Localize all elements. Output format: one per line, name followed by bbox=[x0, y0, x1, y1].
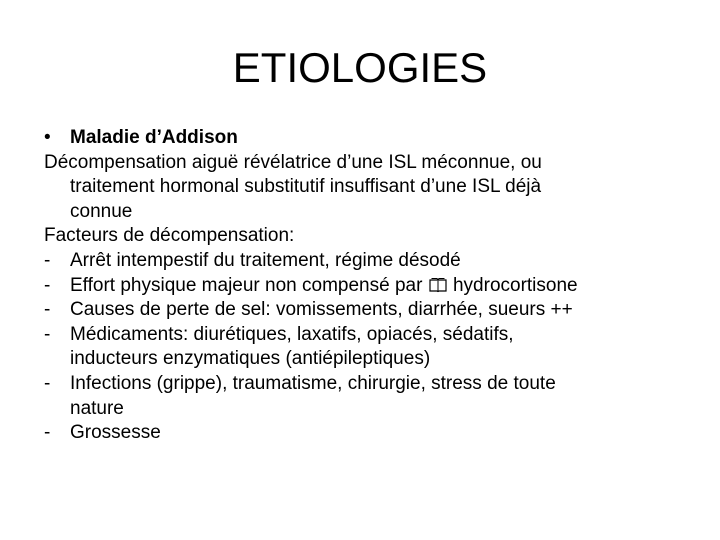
intro-line-1: Décompensation aiguë révélatrice d’une ISL méconnue, ou bbox=[44, 151, 542, 173]
factor-item bbox=[44, 298, 684, 323]
dash-marker: - bbox=[44, 249, 51, 271]
book-icon bbox=[429, 276, 447, 292]
factor-item bbox=[44, 249, 684, 274]
factor-item bbox=[44, 372, 684, 397]
dash-marker: - bbox=[44, 323, 51, 345]
factor-item bbox=[44, 274, 684, 299]
factor-item bbox=[44, 323, 684, 348]
dash-marker: - bbox=[44, 422, 51, 444]
bullet-item bbox=[44, 126, 684, 151]
bullet-heading: Maladie d’Addison bbox=[70, 127, 238, 148]
factor-text: Arrêt intempestif du traitement, régime désodé bbox=[70, 249, 461, 271]
bullet-marker: • bbox=[44, 127, 51, 148]
factor-item bbox=[44, 421, 684, 446]
factor-text: Causes de perte de sel: vomissements, diarrhée, sueurs ++ bbox=[70, 299, 573, 321]
slide-title: ETIOLOGIES bbox=[232, 44, 488, 91]
factors-heading: Facteurs de décompensation: bbox=[44, 225, 295, 247]
intro-line-2: traitement hormonal substitutif insuffisant d’une ISL déjà bbox=[70, 176, 542, 198]
dash-marker: - bbox=[44, 299, 51, 321]
slide-content bbox=[44, 126, 684, 446]
dash-marker: - bbox=[44, 372, 51, 394]
factor-text: Grossesse bbox=[70, 422, 161, 444]
intro-line-3: connue bbox=[70, 200, 133, 222]
factor-text: hydrocortisone bbox=[452, 274, 578, 296]
factor-continuation: inducteurs enzymatiques (antiépileptiques) bbox=[70, 348, 431, 370]
dash-marker: - bbox=[44, 274, 51, 296]
factor-text: Effort physique majeur non compensé par bbox=[70, 274, 423, 296]
factor-continuation: nature bbox=[70, 397, 124, 419]
factor-text: Infections (grippe), traumatisme, chirurgie, stress de toute bbox=[70, 372, 556, 394]
factor-text: Médicaments: diurétiques, laxatifs, opiacés, sédatifs, bbox=[70, 323, 514, 345]
